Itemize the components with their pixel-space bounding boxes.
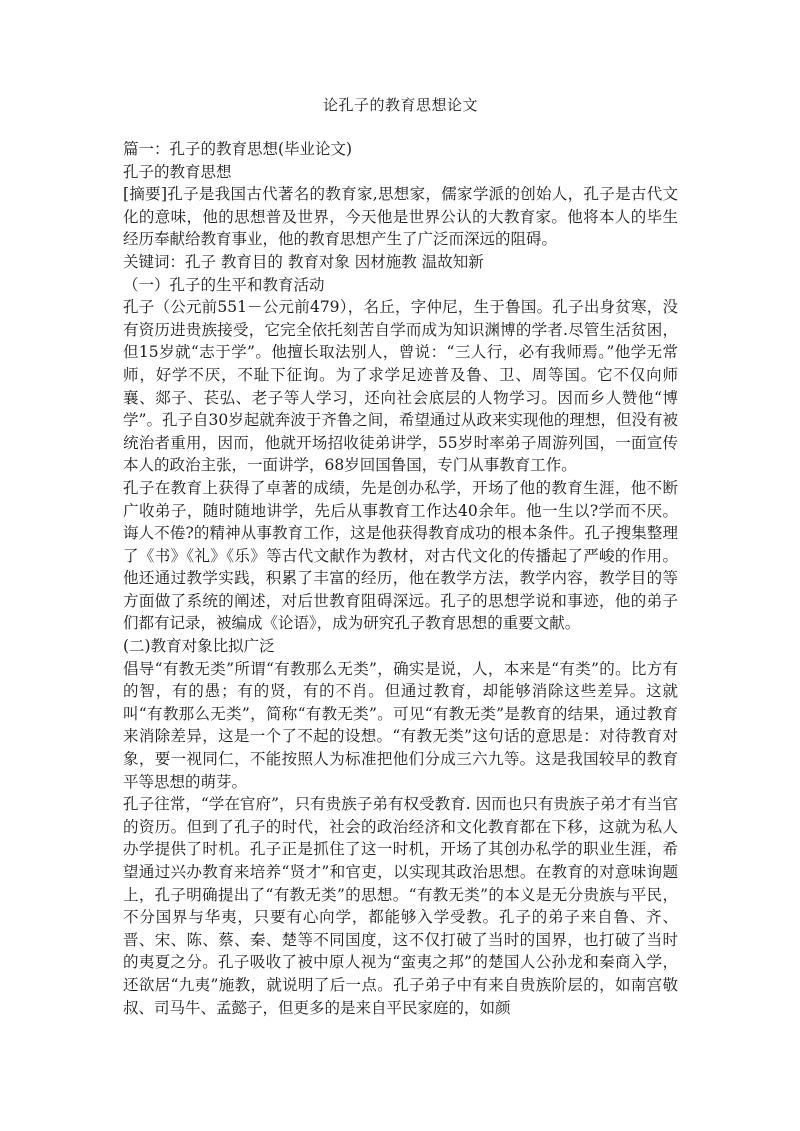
section-heading-2: (二)教育对象比拟广泛 — [123, 637, 275, 656]
body-paragraph: 孔子在教育上获得了卓著的成绩，先是创办私学，开场了他的教育生涯，他不断广收弟子，随时随地讲学，先后从事教育工作达40余年。他一生以?学而不厌。诲人不倦?的精神从事教育工作，这是他获得教育成功的根本条件。孔子搜集整理了《书》《礼》《乐》等古代文献作为教材，对古代文化的传播起了严峻的作用。他还通过教学实践，积累了丰富的经历，他在教学方法，教学内容，教学目的等方面做了系统的阐述，对后世教育阻碍深远。孔子的思想学说和事迹，他的弟子们都有记录，被编成《论语》，成为研究孔子教育思想的重要文献。 — [123, 478, 678, 633]
section-heading: 篇一：孔子的教育思想(毕业论文) — [123, 140, 353, 158]
body-paragraph: 倡导“有教无类”所谓“有教那么无类”，确实是说，人，本来是“有类”的。比方有的智，有的愚；有的贤，有的不肖。但通过教育，却能够消除这些差异。这就叫“有教那么无类”，简称“有教无类”。可见“有教无类”是教育的结果，通过教育来消除差异，这是一个了不起的设想。“有教无类”这句话的意思是：对待教育对象，要一视同仁，不能按照人为标准把他们分成三六九等。这是我国较早的教育平等思想的萌芽。 — [123, 659, 678, 791]
abstract-paragraph: [摘要]孔子是我国古代著名的教育家,思想家，儒家学派的创始人，孔子是古代文化的意味，他的思想普及世界，今天他是世界公认的大教育家。他将本人的毕生经历奉献给教育事业，他的教育思想产生了广泛而深远的阻碍。 — [123, 185, 678, 249]
subtitle: 孔子的教育思想 — [123, 162, 232, 181]
body-paragraph: 孔子往常，“学在官府”，只有贵族子弟有权受教育. 因而也只有贵族子弟才有当官的资历。但到了孔子的时代，社会的政治经济和文化教育都在下移，这就为私人办学提供了时机。孔子正是抓住了这一时机，开场了其创办私学的职业生涯，希望通过兴办教育来培养“贤才”和官吏，以实现其政治思想。在教育的对意味询题上，孔子明确提出了“有教无类”的思想。“有教无类”的本义是无分贵族与平民，不分国界与华夷，只要有心向学，都能够入学受教。孔子的弟子来自鲁、齐、晋、宋、陈、蔡、秦、楚等不同国度，这不仅打破了当时的国界，也打破了当时的夷夏之分。孔子吸收了被中原人视为“蛮夷之邦”的楚国人公孙龙和秦商入学，还欲居“九夷”施教，就说明了后一点。孔子弟子中有来自贵族阶层的，如南宫敬叔、司马牛、孟懿子，但更多的是来自平民家庭的，如颜 — [123, 795, 678, 1017]
document-title: 论孔子的教育思想论文 — [322, 96, 478, 114]
document-body — [123, 138, 678, 1019]
section-heading-1: （一）孔子的生平和教育活动 — [123, 275, 325, 294]
keywords-line: 关键词：孔子 教育目的 教育对象 因材施教 温故知新 — [123, 252, 484, 271]
body-paragraph: 孔子（公元前551－公元前479），名丘，字仲尼，生于鲁国。孔子出身贫寒，没有资历进贵族接受，它完全依托刻苦自学而成为知识渊博的学者.尽管生活贫困，但15岁就“志于学”。他擅长取法别人，曾说：“三人行，必有我师焉。”他学无常师，好学不厌，不耻下征询。为了求学足迹普及鲁、卫、周等国。它不仅向师襄、郯子、苌弘、老子等人学习，还向社会底层的人物学习。因而乡人赞他“博学”。孔子自30岁起就奔波于齐鲁之间，希望通过从政来实现他的理想，但没有被统治者重用，因而，他就开场招收徒弟讲学，55岁时率弟子周游列国，一面宣传本人的政治主张，一面讲学，68岁回国鲁国，专门从事教育工作。 — [123, 298, 678, 475]
